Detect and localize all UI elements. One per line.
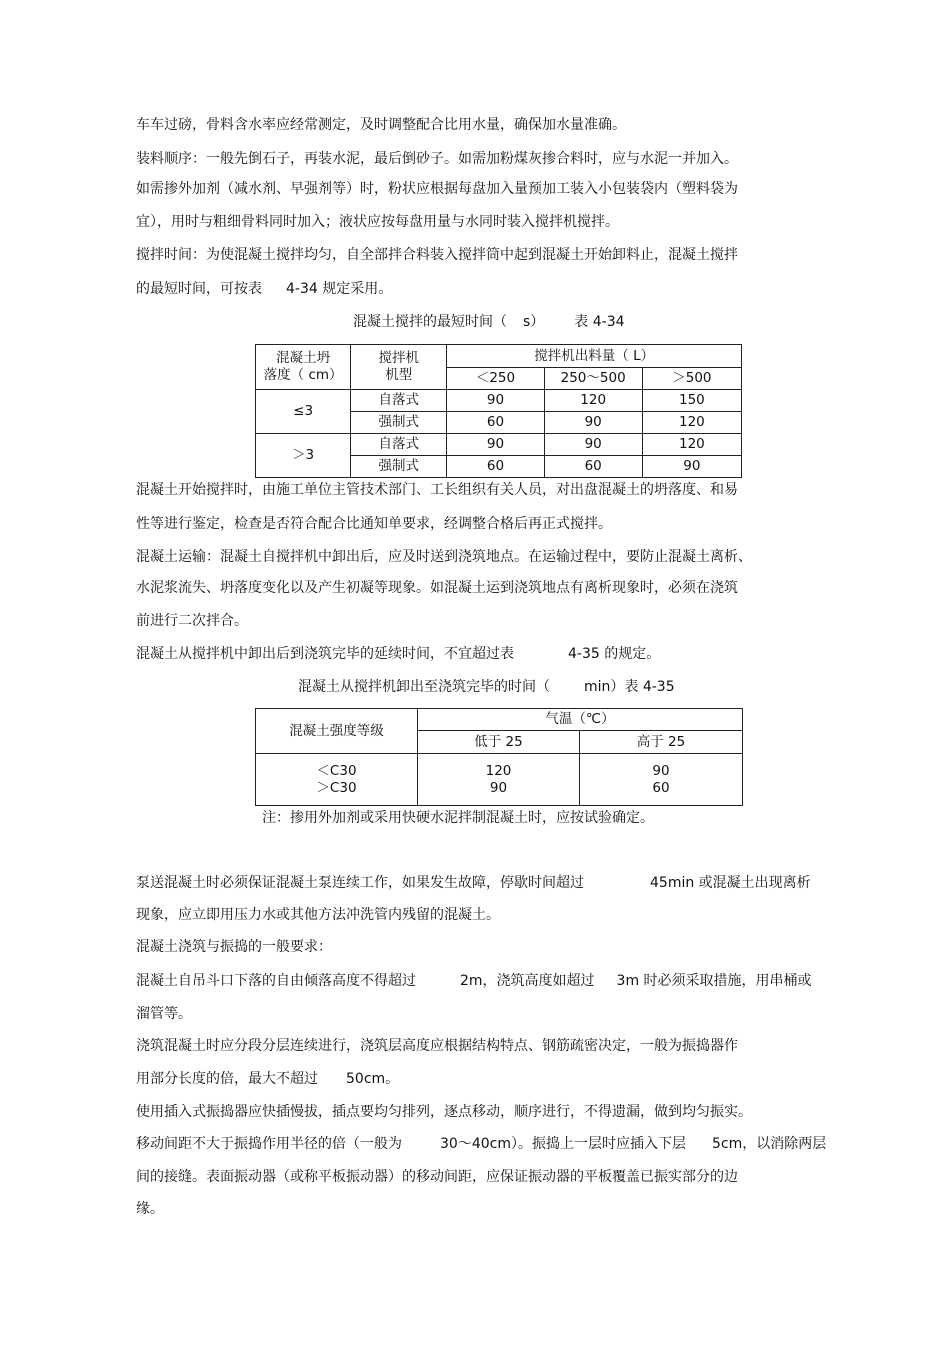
text-run: 4-34 规定采用。 xyxy=(286,281,393,297)
value-cell: 120 xyxy=(642,412,741,434)
text-run: 混凝土从搅拌机中卸出后到浇筑完毕的延续时间，不宜超过表 xyxy=(136,646,514,662)
table-4-34-caption xyxy=(353,313,625,331)
table-4-34 xyxy=(255,344,742,478)
text-run: 4-35 的规定。 xyxy=(568,646,661,662)
paragraph-line xyxy=(136,280,392,298)
value-cell: 120 xyxy=(544,390,642,412)
paragraph-line: 混凝土运输：混凝土自搅拌机中卸出后，应及时送到浇筑地点。在运输过程中，要防止混凝土离析、 xyxy=(136,549,752,565)
header-col: 高于 25 xyxy=(580,731,743,754)
header-mixer-type: 搅拌机 机型 xyxy=(351,345,447,390)
paragraph-line: 搅拌时间：为使混凝土搅拌均匀，自全部拌合料装入搅拌筒中起到混凝土开始卸料止，混凝土搅拌 xyxy=(136,247,738,263)
paragraph-line: 间的接缝。表面振动器（或称平板振动器）的移动间距，应保证振动器的平板覆盖已振实部分的边 xyxy=(136,1169,738,1185)
header-output: 搅拌机出料量（ L） xyxy=(447,345,742,368)
value-cell: 90 60 xyxy=(580,754,743,806)
type-cell: 强制式 xyxy=(351,456,447,478)
paragraph-line xyxy=(136,645,660,663)
value-cell: 60 xyxy=(447,412,544,434)
header-strength-grade: 混凝土强度等级 xyxy=(256,709,418,754)
header-slump: 混凝土坍 落度（ cm） xyxy=(256,345,351,390)
text-run: 5cm，以消除两层 xyxy=(711,1136,827,1152)
paragraph-line: 混凝土浇筑与振捣的一般要求： xyxy=(136,939,332,955)
text-run: 3m 时必须采取措施，用串桶或 xyxy=(616,973,812,989)
header-col: ＞500 xyxy=(642,368,741,390)
text-run: 用部分长度的倍，最大不超过 xyxy=(136,1071,318,1087)
text-run: 30～40cm）。振捣上一层时应插入下层 xyxy=(440,1136,686,1152)
grade-cell: ＜C30 ＞C30 xyxy=(256,754,418,806)
paragraph-line: 溜管等。 xyxy=(136,1006,192,1022)
caption-text: 混凝土从搅拌机卸出至浇筑完毕的时间（ xyxy=(298,679,550,695)
value-cell: 90 xyxy=(447,390,544,412)
paragraph-line: 缘。 xyxy=(136,1201,164,1217)
value-cell: 60 xyxy=(447,456,544,478)
paragraph-line: 水泥浆流失、坍落度变化以及产生初凝等现象。如混凝土运到浇筑地点有离析现象时，必须在浇筑 xyxy=(136,580,738,596)
paragraph-line: 使用插入式振捣器应快插慢拔，插点要均匀排列，逐点移动，顺序进行，不得遗漏，做到均匀振实。 xyxy=(136,1104,752,1120)
value-cell: 90 xyxy=(544,412,642,434)
paragraph-line: 装料顺序：一般先倒石子，再装水泥，最后倒砂子。如需加粉煤灰掺合料时，应与水泥一并加入。 xyxy=(136,151,738,167)
paragraph-line: 前进行二次拌合。 xyxy=(136,613,248,629)
table-4-35 xyxy=(255,708,743,806)
header-temperature: 气温（℃） xyxy=(418,709,743,731)
paragraph-line xyxy=(136,874,811,892)
value-cell: 90 xyxy=(642,456,741,478)
slump-cell: ≤3 xyxy=(256,390,351,434)
table-row xyxy=(256,390,742,412)
text-run: 50cm。 xyxy=(346,1071,400,1087)
paragraph-line: 如需掺外加剂（减水剂、早强剂等）时，粉状应根据每盘加入量预加工装入小包装袋内（塑料袋为 xyxy=(136,181,738,197)
type-cell: 自落式 xyxy=(351,390,447,412)
paragraph-line: 现象，应立即用压力水或其他方法冲洗管内残留的混凝土。 xyxy=(136,907,500,923)
caption-text: 混凝土搅拌的最短时间（ xyxy=(353,314,507,330)
value-cell: 150 xyxy=(642,390,741,412)
header-col: 低于 25 xyxy=(418,731,580,754)
value-cell: 120 xyxy=(642,434,741,456)
paragraph-line: 车车过磅，骨料含水率应经常测定，及时调整配合比用水量，确保加水量准确。 xyxy=(136,117,626,133)
paragraph-line xyxy=(136,1070,399,1088)
value-cell: 90 xyxy=(447,434,544,456)
header-col: 250～500 xyxy=(544,368,642,390)
text-run: 45min 或混凝土出现离析 xyxy=(650,875,811,891)
paragraph-line: 浇筑混凝土时应分段分层连续进行，浇筑层高度应根据结构特点、钢筋疏密决定，一般为振捣器作 xyxy=(136,1038,738,1054)
text-run: 移动间距不大于振捣作用半径的倍（一般为 xyxy=(136,1136,402,1152)
value-cell: 90 xyxy=(544,434,642,456)
table-row xyxy=(256,754,743,806)
header-col: ＜250 xyxy=(447,368,544,390)
caption-unit: min）表 4-35 xyxy=(584,679,675,695)
paragraph-line: 宜），用时与粗细骨料同时加入；液状应按每盘用量与水同时装入搅拌机搅拌。 xyxy=(136,214,619,230)
value-cell: 60 xyxy=(544,456,642,478)
table-note: 注：掺用外加剂或采用快硬水泥拌制混凝土时，应按试验确定。 xyxy=(262,810,654,826)
text-run: 2m，浇筑高度如超过 xyxy=(460,973,595,989)
table-row xyxy=(256,434,742,456)
caption-table-number: 表 4-34 xyxy=(574,314,625,330)
paragraph-line: 性等进行鉴定，检查是否符合配合比通知单要求，经调整合格后再正式搅拌。 xyxy=(136,516,612,532)
value-cell: 120 90 xyxy=(418,754,580,806)
table-4-35-caption xyxy=(298,678,675,696)
paragraph-line xyxy=(136,1135,826,1153)
paragraph-line xyxy=(136,972,812,990)
type-cell: 强制式 xyxy=(351,412,447,434)
caption-unit: s） xyxy=(523,314,545,330)
text-run: 的最短时间，可按表 xyxy=(136,281,262,297)
type-cell: 自落式 xyxy=(351,434,447,456)
text-run: 混凝土自吊斗口下落的自由倾落高度不得超过 xyxy=(136,973,416,989)
slump-cell: ＞3 xyxy=(256,434,351,478)
paragraph-line: 混凝土开始搅拌时，由施工单位主管技术部门、工长组织有关人员，对出盘混凝土的坍落度、和易 xyxy=(136,482,738,498)
text-run: 泵送混凝土时必须保证混凝土泵连续工作，如果发生故障，停歇时间超过 xyxy=(136,875,584,891)
